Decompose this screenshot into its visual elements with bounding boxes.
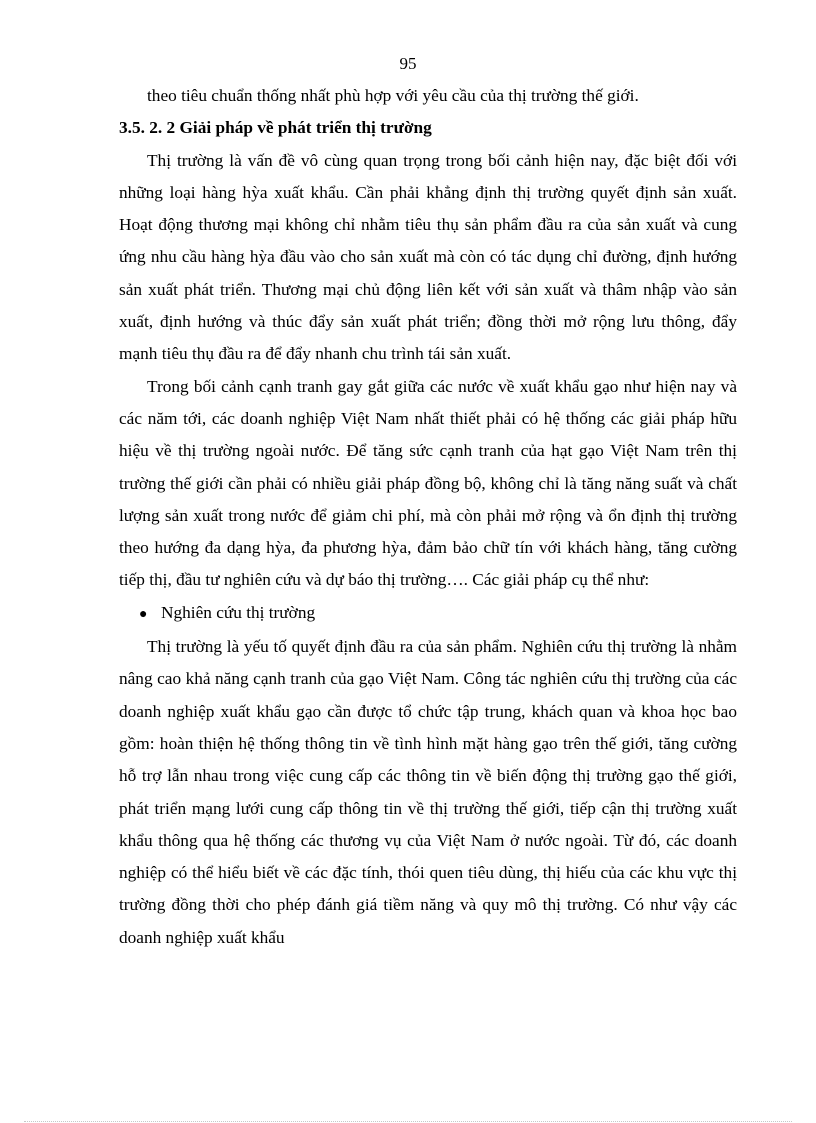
bullet-icon: ● [139,606,148,622]
bullet-item-label: Nghiên cứu thị trường [161,602,316,622]
continuation-line: theo tiêu chuẩn thống nhất phù hợp với yêu cầu của thị trường thế giới. [147,86,639,105]
paragraph-market-importance: Thị trường là vấn đề vô cùng quan trọng trong bối cảnh hiện nay, đặc biệt đối với những loại hàng hỳa xuất khẩu. Cần phải khẳng định thị trường quyết định sản xuất. Hoạt động thương mại không chỉ nhằm tiêu thụ sản phẩm đầu ra của sản xuất và cung ứng nhu cầu hàng hỳa đầu vào cho sản xuất mà còn có tác dụng chỉ đường, định hướng sản xuất phát triển. Thương mại chủ động liên kết với sản xuất và thâm nhập vào sản xuất, định hướng và thúc đẩy sản xuất phát triển; đồng thời mở rộng lưu thông, đẩy mạnh tiêu thụ đầu ra để đẩy nhanh chu trình tái sản xuất. [119,150,737,364]
document-body [119,80,737,954]
section-heading: 3.5. 2. 2 Giải pháp về phát triển thị trường [119,118,432,138]
page-number: 95 [399,54,417,73]
paragraph-market-research: Thị trường là yếu tố quyết định đầu ra của sản phẩm. Nghiên cứu thị trường là nhằm nâng cao khả năng cạnh tranh của gạo Việt Nam. Công tác nghiên cứu thị trường của các doanh nghiệp xuất khẩu gạo cần được tổ chức tập trung, khách quan và khoa học bao gồm: hoàn thiện hệ thống thông tin về tình hình mặt hàng gạo trên thế giới, tăng cường hỗ trợ lẫn nhau trong việc cung cấp các thông tin về biến động thị trường gạo thế giới, phát triển mạng lưới cung cấp thông tin về thị trường thế giới, tiếp cận thị trường xuất khẩu thông qua hệ thống các thương vụ của Việt Nam ở nước ngoài. Từ đó, các doanh nghiệp có thể hiểu biết về các đặc tính, thói quen tiêu dùng, thị hiếu của các khu vực thị trường đồng thời cho phép đánh giá tiềm năng và quy mô thị trường. Có như vậy các doanh nghiệp xuất khẩu [119,637,737,947]
page-bottom-divider [24,1121,792,1122]
paragraph-competition-context: Trong bối cảnh cạnh tranh gay gắt giữa các nước về xuất khẩu gạo như hiện nay và các năm tới, các doanh nghiệp Việt Nam nhất thiết phải có hệ thống các giải pháp hữu hiệu về thị trường ngoài nước. Để tăng sức cạnh tranh của hạt gạo Việt Nam trên thị trường thế giới cần phải có nhiều giải pháp đồng bộ, không chỉ là tăng năng suất và chất lượng sản xuất trong nước để giảm chi phí, mà còn phải mở rộng và ổn định thị trường theo hướng đa dạng hỳa, đa phương hỳa, đảm bảo chữ tín với khách hàng, tăng cường tiếp thị, đầu tư nghiên cứu và dự báo thị trường…. Các giải pháp cụ thể như: [119,376,737,590]
bullet-item [119,597,737,631]
